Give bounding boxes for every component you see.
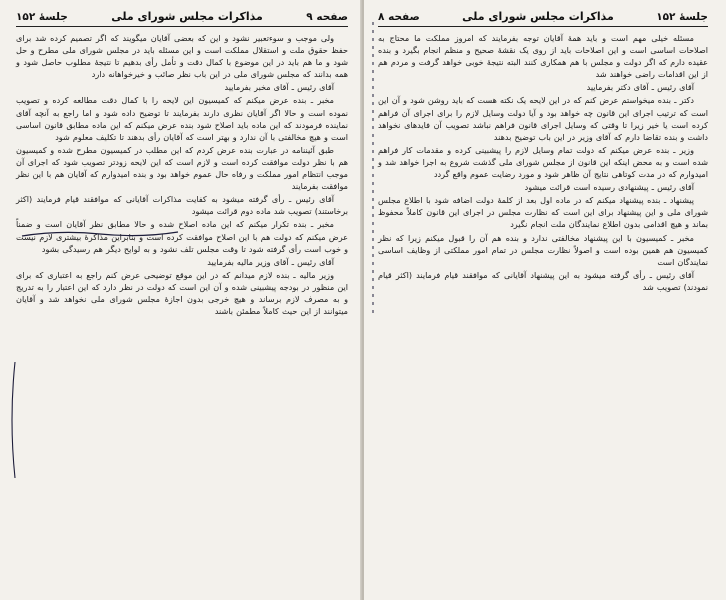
left-page-body	[16, 32, 348, 317]
paragraph: آقای رئیس ـ پیشنهادی رسیده است قرائت میشود	[524, 182, 694, 193]
paragraph: دکتر ـ بنده میخواستم عرض کنم که در این لایحه یک نکته هست که باید روشن شود و آن این است که ترتیب اجرای این قانون چه خواهد بود و آیا دولت وسایل لازم را برای اجرای آن فراهم کرده است یا خیر زیرا تا وقتی که وسایل اجرای قانون فراهم نباشد تصویب آن فایدهای نخواهد داشت و بنده تقاضا دارم که آقای وزیر در این باب توضیح بدهند	[378, 95, 708, 142]
left-page-session-label: جلسهٔ ۱۵۲	[16, 11, 68, 23]
right-page-number: صفحه ۸	[378, 11, 420, 23]
left-page-header	[16, 10, 348, 27]
paragraph: مخبر ـ بنده تکرار میکنم که این ماده اصلاح شده و حالا مطابق نظر آقایان است و ضمناً عرض میکنم که دولت هم با این اصلاح موافقت کرده است و بنابراین مذاکرهٔ بیشتری لازم نیست و خوب است رأی گرفته شود تا وقت مجلس تلف نشود و به لوایح دیگر هم رسیدگی بشود	[16, 219, 348, 254]
right-page-header	[378, 10, 708, 27]
paragraph: وزیر ـ بنده عرض میکنم که دولت تمام وسایل لازم را پیشبینی کرده و مقدمات کار فراهم شده است و به محض اینکه این قانون از مجلس شورای ملی گذشت شروع به اجرا خواهد شد و امیدوارم که در مدت کوتاهی نتایج آن ظاهر شود و مورد رضایت عموم واقع گردد	[378, 144, 708, 180]
paragraph: مخبر ـ کمیسیون با این پیشنهاد مخالفتی ندارد و بنده هم آن را قبول میکنم زیرا که نظر کمیسیون هم همین بوده است و اصولاً نظارت مجلس در تمام امور مملکتی از وظایف اساسی نمایندگان است	[378, 232, 708, 267]
paragraph: آقای رئیس ـ رأی گرفته میشود به کفایت مذاکرات آقایانی که موافقند قیام فرمایند (اکثر برخاستند) تصویب شد ماده دوم قرائت میشود	[16, 194, 348, 217]
paragraph: آقای رئیس ـ آقای دکتر بفرمایید	[586, 82, 694, 93]
paragraph: پیشنهاد ـ بنده پیشنهاد میکنم که در ماده اول بعد از کلمهٔ دولت اضافه شود با اطلاع مجلس شورای ملی و این پیشنهاد برای این است که نظارت مجلس در اجرای این قانون کاملاً محفوظ بماند و هیچ اقدامی بدون اطلاع نمایندگان ملت انجام نگیرد	[378, 195, 708, 230]
right-page-session-label: جلسهٔ ۱۵۲	[656, 11, 708, 23]
left-page-number: صفحه ۹	[306, 11, 348, 23]
left-page-journal-title: مذاکرات مجلس شورای ملی	[111, 10, 263, 23]
paragraph: طبق آئیننامه در عبارت بنده عرض کردم که این مطلب در کمیسیون مطرح شده و کمیسیون هم با نظر دولت موافقت کرده است و لازم است که این لایحه زودتر تصویب شود که اجرای آن موجب انتظام امور مملکت و رفاه حال عموم خواهد بود و بنده امیدوارم که آقایان هم با این نظر موافقت بفرمایند	[16, 144, 348, 192]
right-page-journal-title: مذاکرات مجلس شورای ملی	[462, 10, 614, 23]
paragraph: وزیر مالیه ـ بنده لازم میدانم که در این موقع توضیحی عرض کنم راجع به اعتباری که برای این منظور در بودجه پیشبینی شده و آن این است که دولت در نظر دارد که این اعتبار را به تدریج و به مصرف لازم برساند و هیچ خرجی بدون اجازهٔ مجلس شورای ملی نخواهد شد و آقایان میتوانند از این حیث کاملاً مطمئن باشند	[16, 269, 348, 317]
left-page	[0, 0, 362, 600]
paragraph: آقای رئیس ـ رأی گرفته میشود به این پیشنهاد آقایانی که موافقند قیام فرمایند (اکثر قیام نمودند) تصویب شد	[378, 269, 708, 292]
paragraph: آقای رئیس ـ آقای مخبر بفرمایید	[224, 82, 334, 93]
paragraph: مسئله خیلی مهم است و باید همهٔ آقایان توجه بفرمایند که امروز مملکت ما محتاج به اصلاحات اساسی است و این اصلاحات باید از روی یک نقشهٔ صحیح و منظم انجام بگیرد و بنده عقیده دارم که اگر دولت و مجلس با هم همکاری کنند البته نتیجهٔ خوبی خواهد گرفت و مردم هم از این اقدامات راضی خواهند شد	[378, 33, 708, 80]
right-page	[364, 0, 726, 600]
paragraph: آقای رئیس ـ آقای وزیر مالیه بفرمایید	[207, 256, 334, 267]
right-page-body	[378, 32, 708, 293]
paragraph: مخبر ـ بنده عرض میکنم که کمیسیون این لایحه را با کمال دقت مطالعه کرده و تصویب نموده است و حالا اگر آقایان نظری دارند بفرمایند تا توضیح داده شود و اما راجع به آنچه آقای نماینده فرمودند که این ماده باید اصلاح شود بنده عرض میکنم که این ماده مطابق قانون اساسی است و هیچ مخالفتی با آن ندارد و بهتر است که آقایان رأی بدهند تا تکلیف معلوم شود	[16, 95, 348, 142]
paragraph: ولی موجب و سوءتعبیر نشود و این که بعضی آقایان میگویند که اگر تصمیم کرده شد برای حفظ حقوق ملت و استقلال مملکت است و این مسئله باید در مجلس شورای ملی مطرح و حل شود و ما هم باید در این موضوع با کمال دقت و تأمل رأی بدهیم تا نتیجهٔ مطلوب حاصل شود و همه بدانند که مجلس شورای ملی در این باب نظر صائب و خیرخواهانه دارد	[16, 33, 348, 80]
